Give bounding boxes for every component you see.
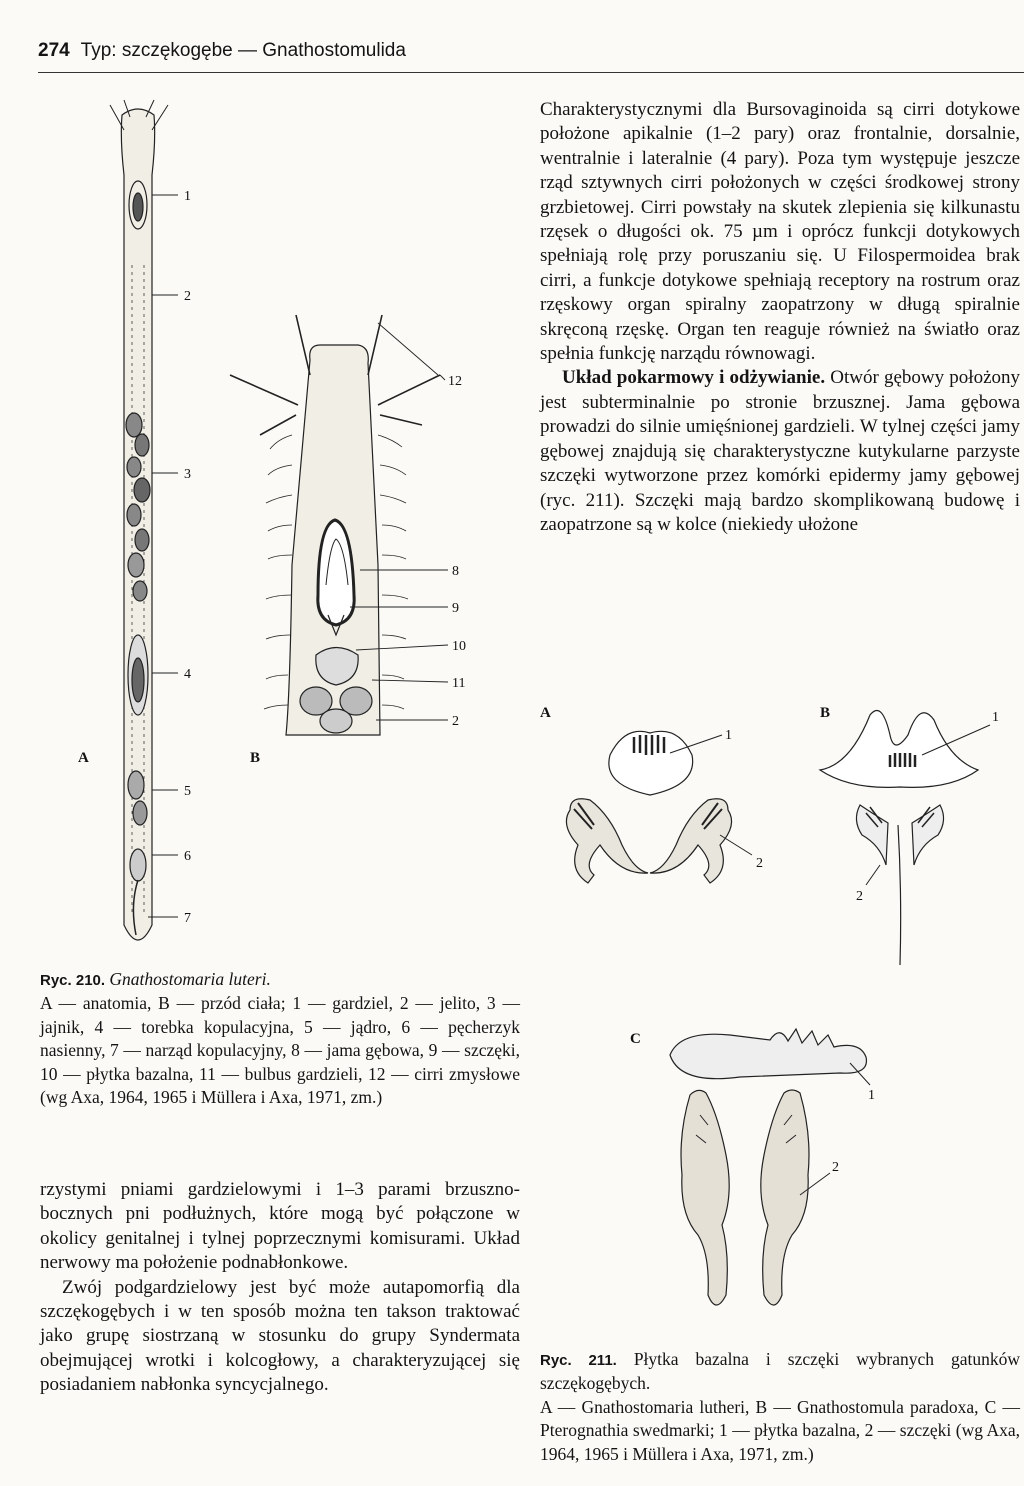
left-column-text — [40, 1178, 520, 1398]
fig211-caption-text: Płytka bazalna i szczęki wybranych gatunków szczękogębych. — [540, 1349, 1021, 1394]
fig211-a-label-2: 2 — [756, 856, 763, 871]
fig210-label-a7: 7 — [184, 911, 191, 926]
fig211-caption-line2: A — Gnathostomaria lutheri, B — Gnathostomula paradoxa, C — Pterognathia swedmarki; 1 — płytka bazalna, 2 — szczęki (wg Axa, 1964, 1965 i Müllera i Axa, 1971, zm.) — [540, 1396, 1020, 1464]
figure-210-b-front — [230, 315, 440, 735]
left-paragraph-1: rzystymi pniami gardzielowymi i 1–3 parami brzuszno-bocznych pni podłużnych, które mogą być połączone w okolicy genitalnej i tylnej poprzecznymi komisurami. Układ nerwowy ma położenie podnabłonkowe. — [40, 1179, 520, 1274]
fig211-panel-a: A — [540, 705, 551, 721]
fig210-caption-species: Gnathostomaria luteri. — [109, 969, 271, 989]
right-paragraph-2: Otwór gębowy położony jest subterminalnie po stronie brzusznej. Jama gębowa prowadzi do silnie umięśnionej gardzieli. W tylnej części jamy gębowej znajdują się charakterystyczne kutykularne parzyste szczęki wytworzone przez komórki epidermy jamy gębowej (ryc. 211). Szczęki mają bardzo skomplikowaną budowę i zaopatrzone są w kolce (niekiedy ułożone — [540, 367, 1021, 535]
fig210-label-a2: 2 — [184, 289, 191, 304]
figure-210-drawing — [60, 95, 500, 975]
running-title: Typ: szczękogębe — Gnathostomulida — [80, 40, 406, 61]
fig211-panel-c: C — [630, 1031, 641, 1047]
running-header — [38, 40, 1018, 62]
figure-211-drawing — [530, 695, 1020, 1335]
fig210-panel-a: A — [78, 750, 89, 766]
right-paragraph-1: Charakterystycznymi dla Bursovaginoida są cirri dotykowe położone apikalnie (1–2 pary) oraz frontalnie, dorsalnie, wentralnie i lateralnie (4 pary). Poza tym występuje jeszcze rząd sztywnych cirri położonych w części środkowej strony grzbietowej. Cirri powstały na skutek zlepienia się kilkunastu rzęsek o długości ok. 75 µm i oprócz funkcji dotykowych spełniają rolę przy poruszaniu się. U Filospermoidea brak cirri, a funkcje dotykowe spełniają receptory na rostrum oraz rzęskowy organ spiralny zaopatrzony w długą spiralnie skręconą rzęskę. Organ ten reaguje również na światło oraz spełnia funkcję narządu równowagi. — [540, 99, 1020, 365]
fig210-label-b11: 11 — [452, 676, 466, 691]
left-paragraph-2: Zwój podgardzielowy jest być może autapomorfią dla szczękogębych i w ten sposób można ten takson traktować jako grupę siostrzaną w stosunku do grupy Syndermata obejmującej wrotki i kolcogłowy, a charakteryzującej się posiadaniem nabłonka syncycjalnego. — [40, 1276, 520, 1396]
fig210-caption-label: Ryc. 210. — [40, 972, 106, 989]
fig211-a-label-1: 1 — [725, 728, 732, 743]
figure-210-a-body — [110, 100, 168, 940]
fig210-label-b12: 12 — [448, 374, 462, 389]
fig210-label-a4: 4 — [184, 667, 191, 682]
fig210-panel-b: B — [250, 750, 261, 766]
fig210-label-b10: 10 — [452, 639, 466, 654]
fig211-c-label-1: 1 — [868, 1088, 875, 1103]
figure-211-caption — [540, 1348, 1020, 1466]
fig210-label-a1: 1 — [184, 189, 191, 204]
figure-210 — [60, 95, 500, 975]
fig210-label-a5: 5 — [184, 784, 191, 799]
fig211-c-label-2: 2 — [832, 1160, 839, 1175]
fig210-label-b9: 9 — [452, 601, 459, 616]
figure-211 — [530, 695, 1020, 1335]
figure-210-caption — [40, 968, 520, 1109]
fig210-label-a3: 3 — [184, 467, 191, 482]
fig211-b-label-1: 1 — [992, 710, 999, 725]
header-rule — [38, 72, 1024, 73]
fig210-label-b2: 2 — [452, 714, 459, 729]
figure-211-a — [566, 731, 731, 883]
fig210-caption-text: A — anatomia, B — przód ciała; 1 — gardziel, 2 — jelito, 3 — jajnik, 4 — torebka kopulacyjna, 5 — jądro, 6 — pęcherzyk nasienny, 7 — narząd kopulacyjny, 8 — jama gębowa, 9 — szczęki, 10 — płytka bazalna, 11 — bulbus gardzieli, 12 — cirri zmysłowe (wg Axa, 1964, 1965 i Müllera i Axa, 1971, zm.) — [40, 993, 520, 1108]
page-number: 274 — [38, 40, 70, 61]
fig210-label-b8: 8 — [452, 564, 459, 579]
right-column-text — [540, 98, 1020, 537]
fig211-panel-b: B — [820, 705, 831, 721]
fig210-label-a6: 6 — [184, 849, 191, 864]
figure-211-b — [820, 711, 978, 966]
fig211-caption-label: Ryc. 211. — [540, 1352, 617, 1369]
fig211-b-label-2: 2 — [856, 889, 863, 904]
section-heading: Układ pokarmowy i odżywianie. — [562, 367, 826, 389]
